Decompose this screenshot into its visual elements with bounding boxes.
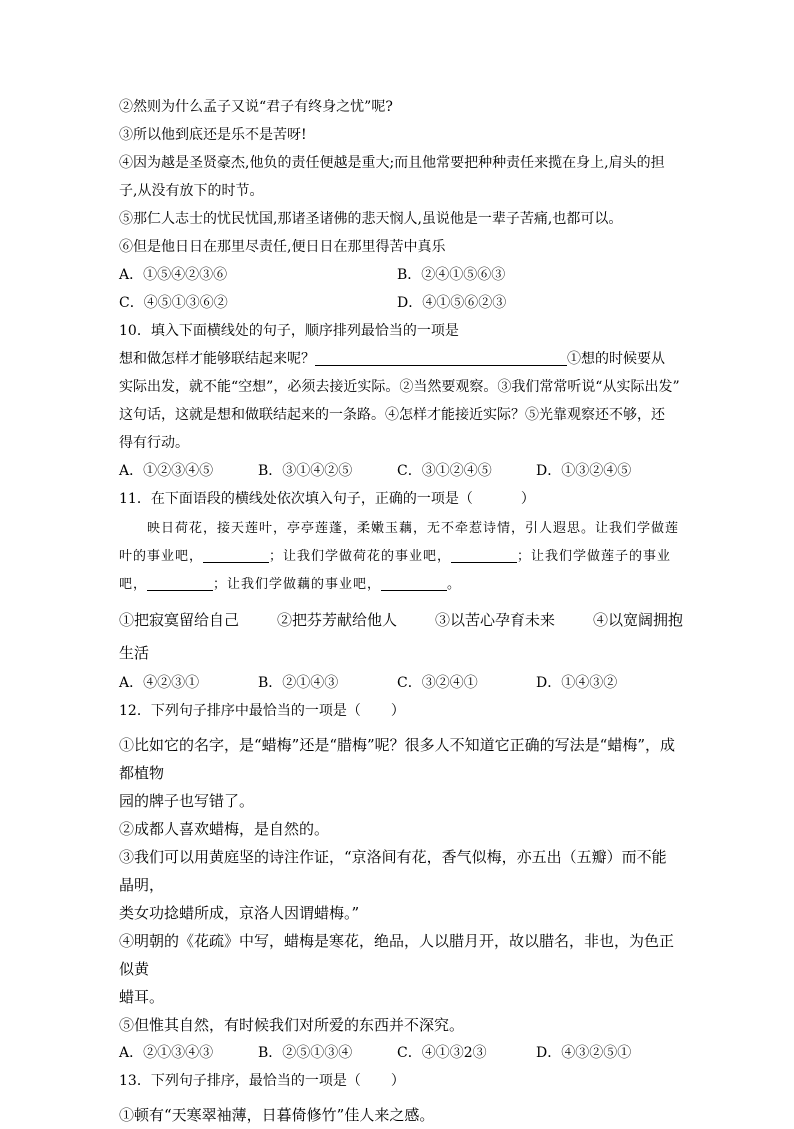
q11-blank-4[interactable] <box>381 576 447 591</box>
q12-options <box>119 1039 679 1067</box>
q9-sentence-6: ⑥但是他日日在那里尽责任,便日日在那里得苦中真乐 <box>119 239 446 255</box>
q13-stem <box>119 1067 679 1095</box>
q9-option-b[interactable]: B．②④①⑤⑥③ <box>397 267 506 283</box>
q9-sentence-4a: ④因为越是圣贤豪杰,他负的责任便越是重大;而且他常要把种种责任来揽在身上,肩头的担 <box>119 155 665 171</box>
q9-option-d[interactable]: D．④①⑤⑥②③ <box>397 295 507 311</box>
q11-stem-close: ） <box>520 491 535 507</box>
q11-blank-3[interactable] <box>147 576 213 591</box>
q12-sentence-1b: 园的牌子也写错了。 <box>119 792 255 810</box>
q10-line-2: 实际出发，就不能“空想”，必须去接近实际。②当然要观察。③我们常常听说“从实际出发” <box>119 379 680 395</box>
q11-passage-2c: ；让我们学做莲子的事业 <box>517 549 672 564</box>
q11-choice-4-cont: 生活 <box>119 644 150 662</box>
q9-sentence-5: ⑤那仁人志士的忧民忧国,那诸圣诸佛的悲天悯人,虽说他是一辈子苦痛,也都可以。 <box>119 211 623 227</box>
q12-stem-close: ） <box>390 703 405 719</box>
q13-stem-text: 13．下列句子排序，最恰当的一项是（ <box>119 1073 361 1089</box>
q11-passage-2a: 叶的事业吧， <box>119 549 204 564</box>
q12-sentence-5: ⑤但惟其自然，有时候我们对所爱的东西并不深究。 <box>119 1016 465 1034</box>
q11-choices <box>119 603 684 637</box>
q11-passage-line-3 <box>119 571 679 599</box>
q10-options <box>119 457 679 485</box>
q11-option-d[interactable]: D．①④③② <box>536 675 618 691</box>
q10-line-4: 得有行动。 <box>119 435 189 451</box>
q12-sentence-4b: 蜡耳。 <box>119 988 165 1006</box>
q10-line-3: 这句话，这就是想和做联结起来的一条路。④怎样才能接近实际？⑤光靠观察还不够，还 <box>119 407 665 423</box>
q10-option-d[interactable]: D．①③②④⑤ <box>536 463 632 479</box>
q12-option-d[interactable]: D．④③②⑤① <box>536 1045 632 1061</box>
q9-sentence-3: ③所以他到底还是乐不是苦呀! <box>119 127 307 143</box>
q11-option-a[interactable]: A．④②③① <box>119 675 200 691</box>
q11-passage-2b: ；让我们学做荷花的事业吧， <box>269 549 452 564</box>
q11-options <box>119 669 679 697</box>
q11-option-b[interactable]: B．②①④③ <box>258 675 339 691</box>
q11-option-c[interactable]: C．③②④① <box>397 675 478 691</box>
q9-options-row-1 <box>119 261 679 289</box>
q9-sentence-2: ②然则为什么孟子又说“君子有终身之忧”呢? <box>119 99 393 115</box>
document-page <box>119 93 684 1129</box>
q10-option-b[interactable]: B．③①④②⑤ <box>258 463 353 479</box>
q11-passage-line-2 <box>119 543 679 571</box>
q11-passage-3c: 。 <box>447 577 462 592</box>
q12-stem <box>119 697 679 725</box>
q9-option-a[interactable]: A．①⑤④②③⑥ <box>119 267 228 283</box>
q12-sentence-4a: ④明朝的《花疏》中写，蜡梅是寒花，绝品，人以腊月开，故以腊名，非也，为色正似黄 <box>119 932 675 978</box>
q11-blank-1[interactable] <box>203 548 269 563</box>
q10-option-c[interactable]: C．③①②④⑤ <box>397 463 492 479</box>
q13-sentence-1: ①顿有“天寒翠袖薄，日暮倚修竹”佳人来之感。 <box>119 1106 435 1124</box>
q11-choice-3: ③以苦心孕育未来 <box>435 611 556 629</box>
q10-stem: 10．填入下面横线处的句子，顺序排列最恰当的一项是 <box>119 323 459 339</box>
q9-option-c[interactable]: C．④⑤①③⑥② <box>119 295 228 311</box>
q11-blank-2[interactable] <box>451 548 517 563</box>
q11-passage-3a: 吧， <box>119 577 148 592</box>
q12-sentence-3a: ③我们可以用黄庭坚的诗注作证，“京洛间有花，香气似梅，亦五出（五瓣）而不能晶明， <box>119 848 667 894</box>
q11-passage <box>119 515 679 599</box>
q9-sentence-4b: 子,从没有放下的时节。 <box>119 183 264 199</box>
q10-line-1 <box>119 345 679 373</box>
q11-choice-2: ②把芬芳献给他人 <box>277 611 398 629</box>
q11-passage-line-1: 映日荷花，接天莲叶，亭亭莲蓬，柔嫩玉藕，无不牵惹诗情，引人遐思。让我们学做莲 <box>147 521 680 536</box>
q11-choice-4: ④以宽阔拥抱 <box>593 611 684 629</box>
q12-sentence-3b: 类女功捻蜡所成，京洛人因谓蜡梅。” <box>119 904 360 922</box>
q12-sentence-1a: ①比如它的名字，是“蜡梅”还是“腊梅”呢？很多人不知道它正确的写法是“蜡梅”，成都植物 <box>119 736 676 782</box>
q12-option-b[interactable]: B．②⑤①③④ <box>258 1045 353 1061</box>
q10-blank[interactable] <box>315 349 567 366</box>
q10-option-a[interactable]: A．①②③④⑤ <box>119 463 214 479</box>
q13-stem-close: ） <box>390 1073 405 1089</box>
q10-text-after: ①想的时候要从 <box>567 351 665 367</box>
q12-sentence-2: ②成都人喜欢蜡梅，是自然的。 <box>119 820 330 838</box>
q11-stem-text: 11．在下面语段的横线处依次填入句子，正确的一项是（ <box>119 491 473 507</box>
q12-option-c[interactable]: C．④①③2③ <box>397 1045 487 1061</box>
q11-passage-3b: ；让我们学做藕的事业吧， <box>213 577 382 592</box>
q11-choice-1: ①把寂寞留给自己 <box>119 611 240 629</box>
q10-text-before: 想和做怎样才能够联结起来呢？ <box>119 351 315 367</box>
q12-stem-text: 12．下列句子排序中最恰当的一项是（ <box>119 703 361 719</box>
q12-option-a[interactable]: A．②①③④③ <box>119 1045 214 1061</box>
q11-stem <box>119 485 679 513</box>
q9-options-row-2 <box>119 289 679 317</box>
